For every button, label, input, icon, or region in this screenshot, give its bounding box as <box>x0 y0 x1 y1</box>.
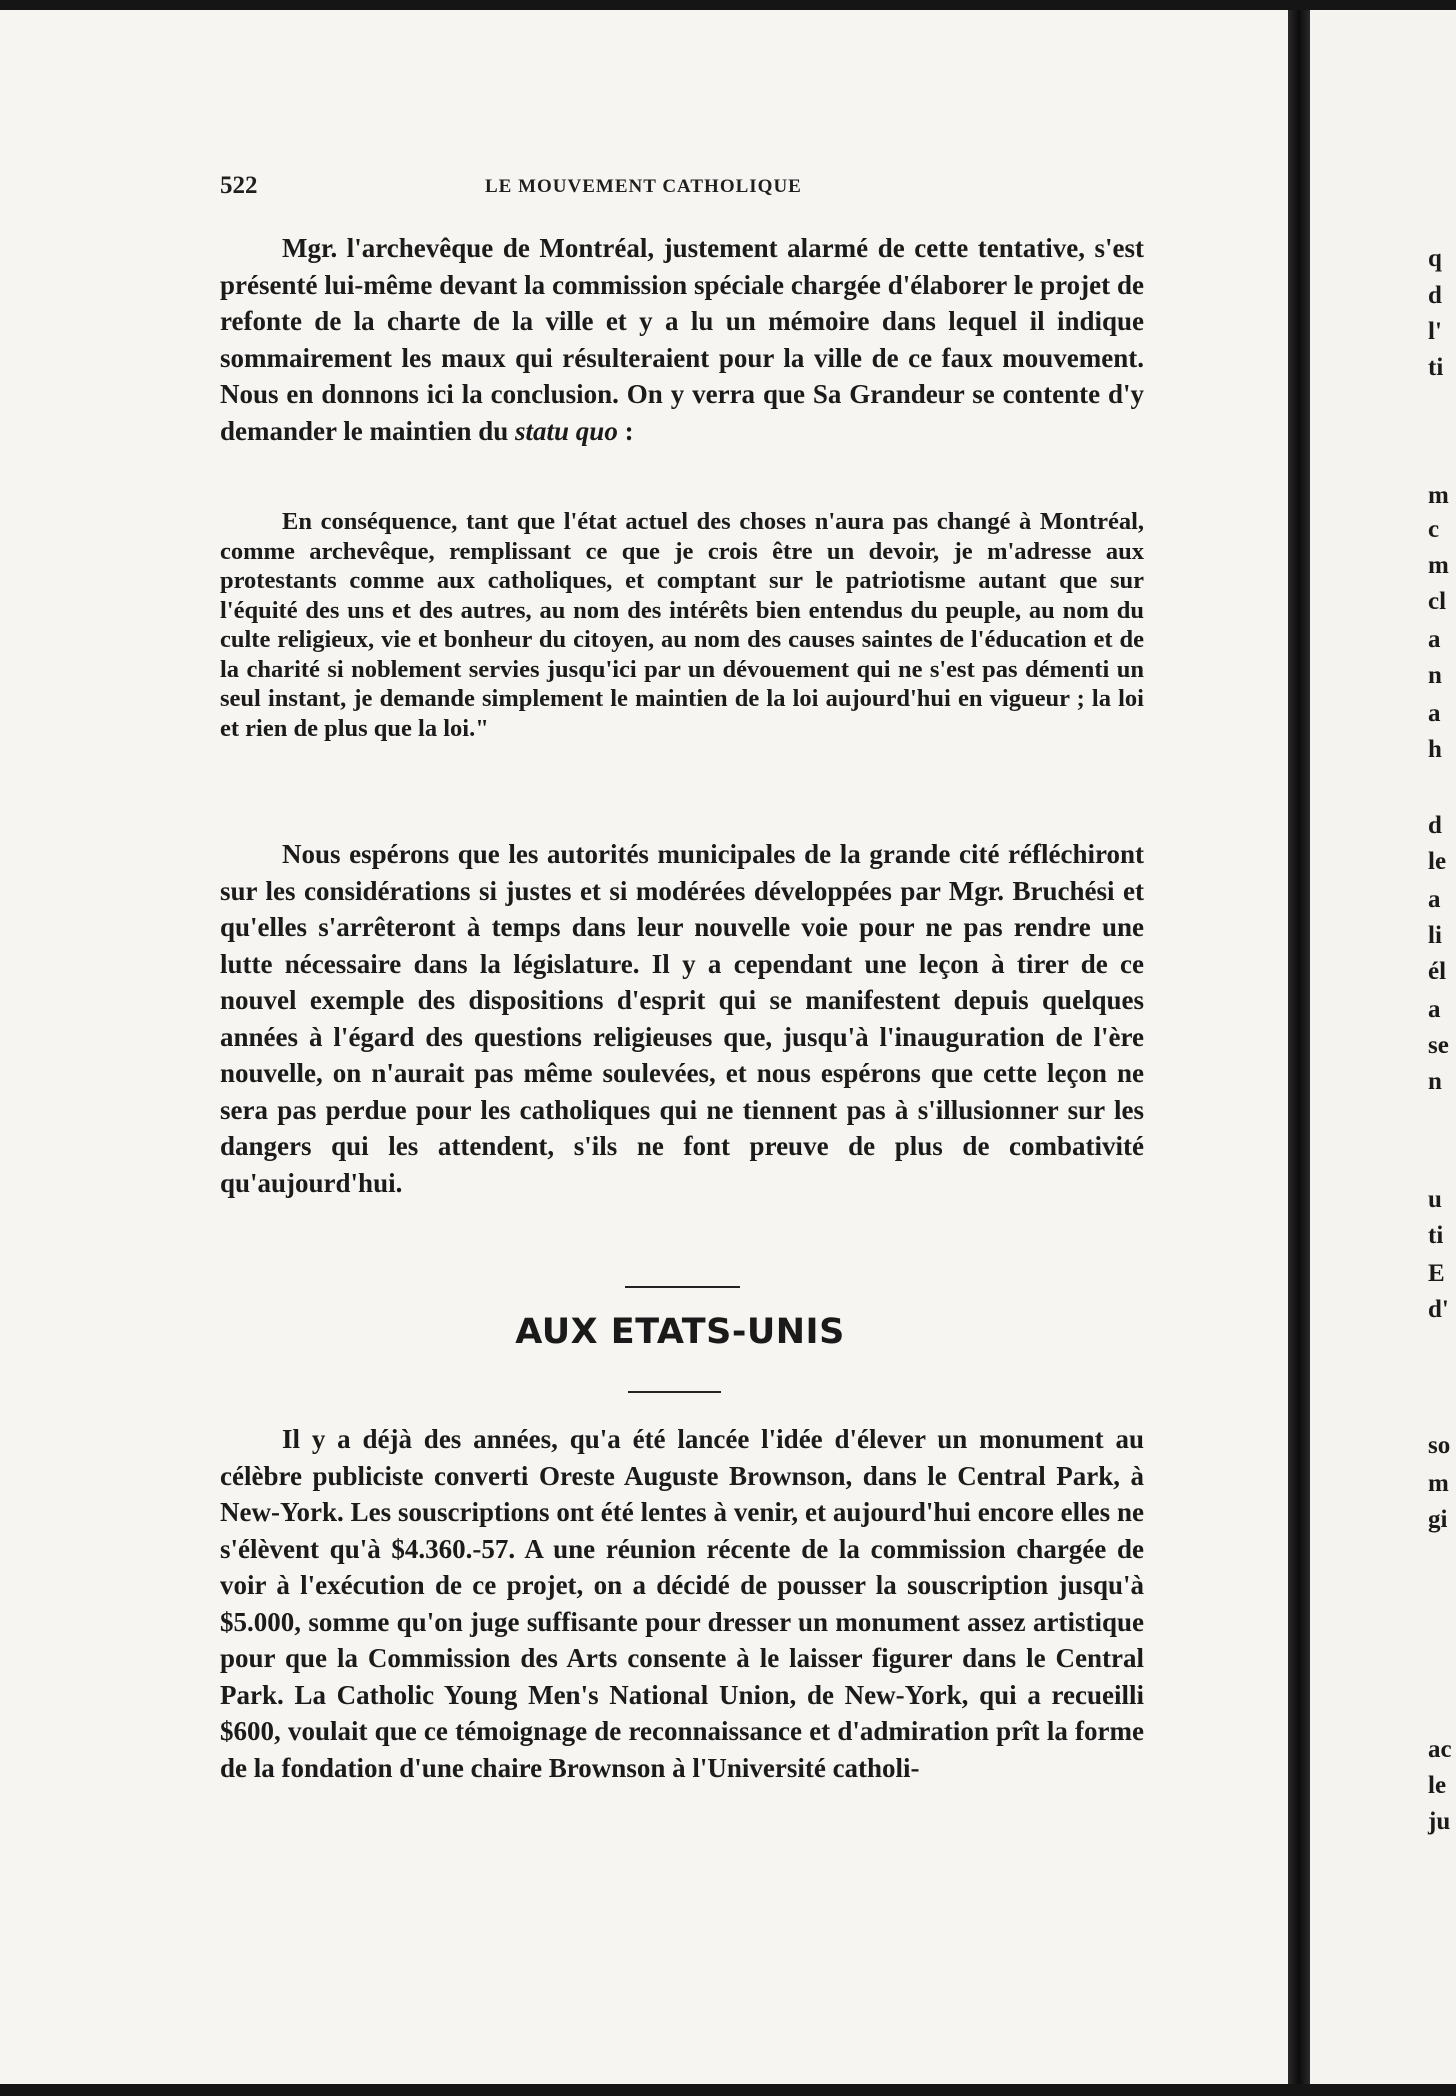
intro-italic-phrase: statu quo <box>515 415 618 446</box>
second-paragraph: Nous espérons que les autorités municipales de la grande cité réfléchiront sur les considérations si justes et si modérées développées par Mgr. Bruchési et qu'elles s'arrêteront à temps dans leur nouvelle voie pour ne pas rendre une lutte nécessaire dans la législature. Il y a cependant une leçon à tirer de ce nouvel exemple des dispositions d'esprit qui se manifestent depuis quelques années à l'égard des questions religieuses que, jusqu'à l'inauguration de l'ère nouvelle, on n'aurait pas même soulevées, et nous espérons que cette leçon ne sera pas perdue pour les catholiques qui ne tiennent pas à s'illusionner sur les dangers qui les attendent, s'ils ne font preuve de plus de combativité qu'aujourd'hui. <box>220 839 1144 1198</box>
facing-page-fragment: li <box>1428 922 1442 949</box>
facing-page-fragment: l' <box>1428 318 1442 345</box>
third-paragraph: Il y a déjà des années, qu'a été lancée l'idée d'élever un monument au célèbre publiciste converti Oreste Auguste Brownson, dans le Central Park, à New-York. Les souscriptions ont été lentes à venir, et aujourd'hui encore elles ne s'élèvent qu'à $4.360.-57. A une réunion récente de la commission chargée de voir à l'exécution de ce projet, on a décidé de pousser la souscription jusqu'à $5.000, somme qu'on juge suffisante pour dresser un monument assez artistique pour que la Commission des Arts consente à le laisser figurer dans le Central Park. La Catholic Young Men's National Union, de New-York, qui a recueilli $600, voulait que ce témoignage de reconnaissance et d'admiration prît la forme de la fondation d'une chaire Brownson à l'Université catholi- <box>220 1424 1144 1783</box>
facing-page-fragment: d' <box>1428 1296 1449 1323</box>
quotation-paragraph: En conséquence, tant que l'état actuel des choses n'aura pas changé à Montréal, comme archevêque, remplissant ce que je crois être un devoir, je m'adresse aux protestants comme aux catholiques, et comptant sur le patriotisme autant que sur l'équité des uns et des autres, au nom des intérêts bien entendus du peuple, au nom du culte religieux, vie et bonheur du citoyen, au nom des causes saintes de l'éducation et de la charité si noblement servies jusqu'ici par un dévouement qui ne s'est pas démenti un seul instant, je demande simplement le maintien de la loi aujourd'hui en vigueur ; la loi et rien de plus que la loi." <box>220 508 1144 742</box>
facing-page-fragment: u <box>1428 1186 1442 1213</box>
scan-bottom-border <box>0 2084 1456 2096</box>
facing-page-fragment: m <box>1428 482 1449 509</box>
intro-text: Mgr. l'archevêque de Montréal, justement alarmé de cette tentative, s'est présenté lui-même devant la commission spéciale chargée d'élaborer le projet de refonte de la charte de la ville et y a lu un mémoire dans lequel il indique sommairement les maux qui résulteraient pour la ville de ce faux mouvement. Nous en donnons ici la conclusion. On y verra que Sa Grandeur se contente d'y demander le maintien du <box>220 233 1144 446</box>
intro-paragraph-block <box>220 230 1144 449</box>
facing-page-fragment: a <box>1428 996 1441 1023</box>
third-paragraph-block <box>220 1421 1144 1786</box>
facing-page-fragment: se <box>1428 1032 1449 1059</box>
facing-page-fragment: ti <box>1428 1222 1444 1249</box>
facing-page-fragment: d <box>1428 812 1442 839</box>
facing-page-fragment: a <box>1428 700 1441 727</box>
facing-page-fragment: n <box>1428 1068 1442 1095</box>
facing-page-fragment: ti <box>1428 354 1444 381</box>
section-heading: AUX ETATS-UNIS <box>515 1312 845 1352</box>
facing-page-fragment: m <box>1428 1470 1449 1497</box>
facing-page-fragment: le <box>1428 848 1447 875</box>
page-number: 522 <box>220 172 258 199</box>
book-gutter <box>1288 10 1310 2086</box>
facing-page-fragment: c <box>1428 516 1440 543</box>
section-divider-top <box>625 1286 740 1288</box>
facing-page-fragment: d <box>1428 282 1442 309</box>
facing-page-fragment: gi <box>1428 1506 1448 1533</box>
facing-page-fragment: n <box>1428 662 1442 689</box>
facing-page-fragment: so <box>1428 1432 1451 1459</box>
running-header <box>220 172 1140 204</box>
facing-page-fragment: él <box>1428 958 1447 985</box>
facing-page-fragment: ac <box>1428 1736 1452 1763</box>
section-divider-bottom <box>628 1391 721 1393</box>
facing-page-fragment: h <box>1428 736 1442 763</box>
facing-page-fragment: ju <box>1428 1808 1451 1835</box>
facing-page-fragment: cl <box>1428 588 1447 615</box>
facing-page-fragment: m <box>1428 552 1449 579</box>
facing-page-fragment: a <box>1428 886 1441 913</box>
facing-page-fragment: a <box>1428 626 1441 653</box>
facing-page-fragment: le <box>1428 1772 1447 1799</box>
facing-page-fragment: q <box>1428 245 1442 272</box>
facing-page-fragment: E <box>1428 1260 1445 1287</box>
running-title: LE MOUVEMENT CATHOLIQUE <box>485 176 802 197</box>
second-paragraph-block <box>220 836 1144 1201</box>
quotation-block <box>220 507 1144 743</box>
intro-paragraph <box>220 230 1144 449</box>
intro-text-end: : <box>617 415 634 446</box>
